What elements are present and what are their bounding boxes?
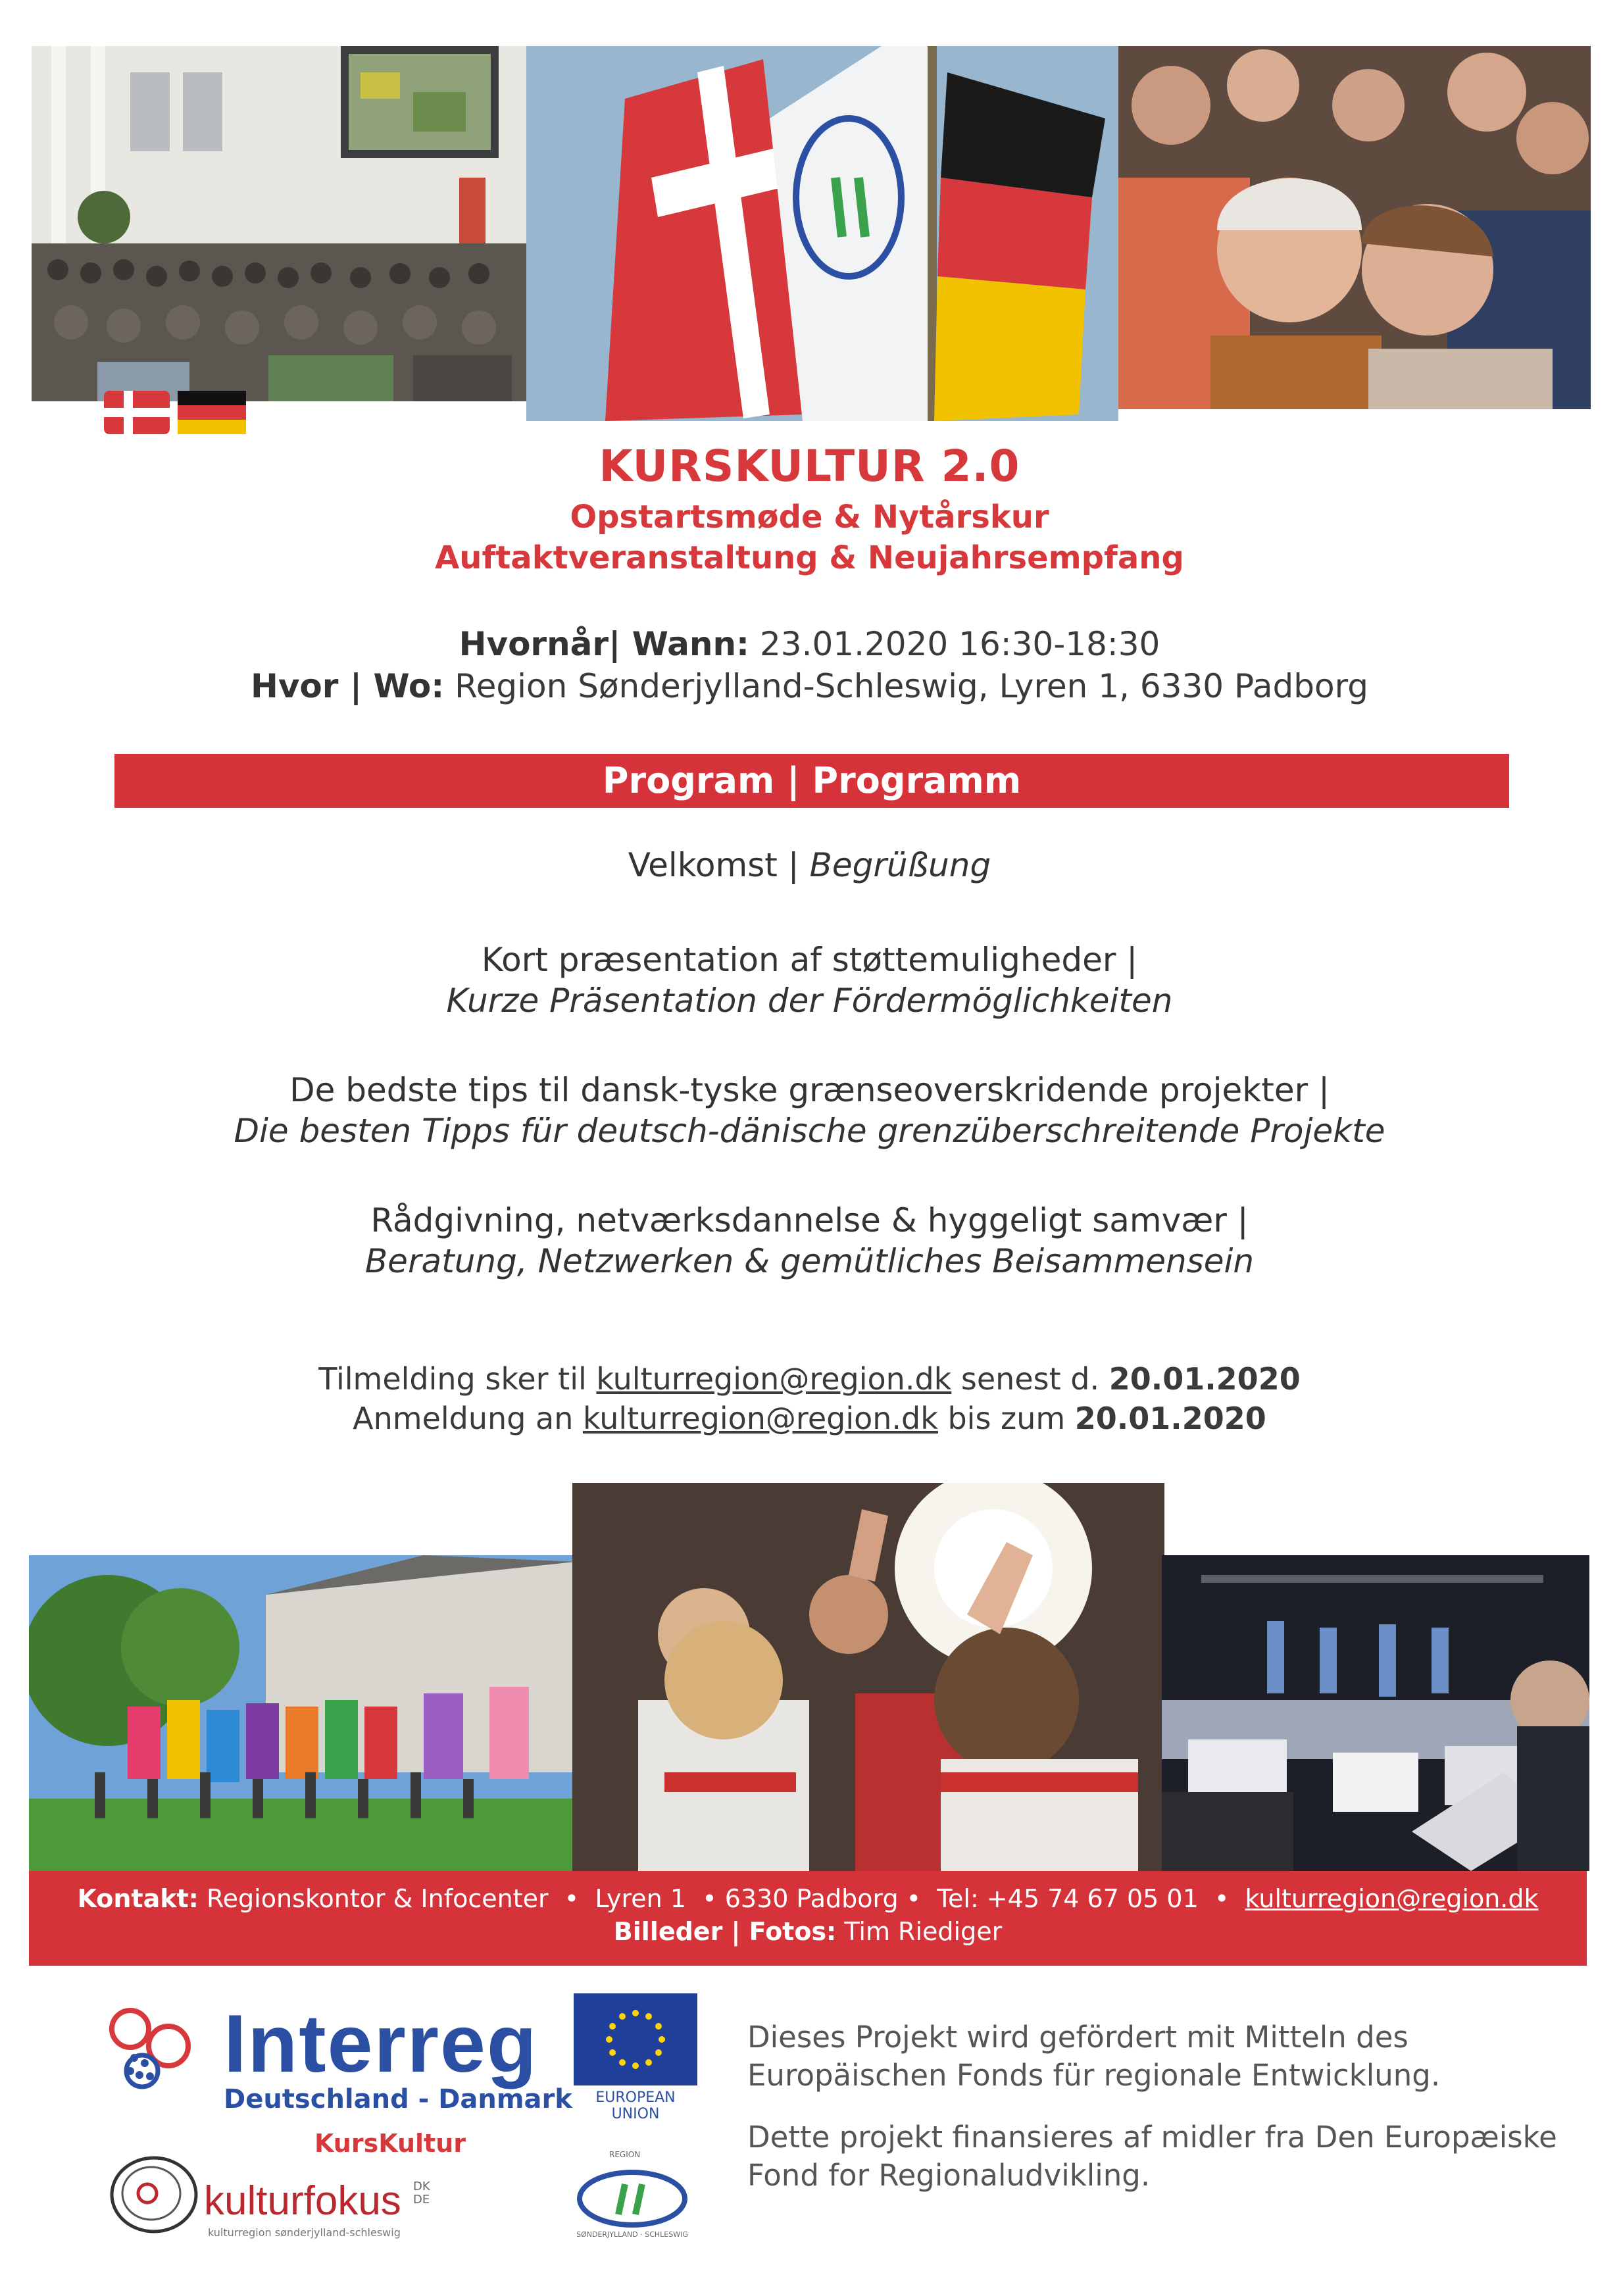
program-item-de: Beratung, Netzwerken & gemütliches Beisammensein (364, 1242, 1255, 1280)
photo-dancing-girls (572, 1483, 1164, 1871)
photo-credit (29, 1917, 1587, 1946)
contact-office: Regionskontor & Infocenter (206, 1884, 549, 1913)
region-seal-top: REGION (609, 2150, 641, 2159)
program-item (0, 939, 1619, 1021)
contact-bar (29, 1871, 1587, 1966)
when-label: Hvornår| Wann: (459, 625, 750, 663)
where-label: Hvor | Wo: (250, 667, 445, 705)
interreg-circles-icon (105, 2003, 197, 2095)
flag-denmark-icon (104, 391, 170, 434)
kulturfokus-tld-dk: DK (413, 2180, 430, 2193)
flag-germany-icon (178, 391, 246, 434)
program-item-de: Kurze Präsentation der Fördermöglichkeiten (446, 982, 1173, 1020)
program-item-de: Die besten Tipps für deutsch-dänische grenzüberschreitende Projekte (234, 1112, 1385, 1150)
photo-credit-label: Billeder | Fotos: (613, 1917, 837, 1946)
bullet-separator: • (564, 1884, 580, 1913)
eu-label: EUROPEAN UNION (595, 2089, 676, 2122)
kulturfokus-tld (413, 2180, 430, 2207)
bullet-separator: • (1214, 1884, 1230, 1913)
registration-deadline: 20.01.2020 (1108, 1361, 1301, 1397)
kurskultur-label: KursKultur (314, 2129, 466, 2158)
registration-email-link[interactable]: kulturregion@region.dk (582, 1401, 938, 1436)
program-item (0, 1070, 1619, 1151)
photo-stage-concert (1162, 1555, 1589, 1871)
photo-conference-hall (32, 46, 526, 401)
registration-de-mid: bis zum (947, 1401, 1066, 1436)
event-when (0, 625, 1619, 663)
registration-da-prefix: Tilmelding sker til (318, 1361, 587, 1397)
kulturfokus-tld-de: DE (413, 2193, 430, 2207)
program-item (0, 845, 1619, 886)
event-where (0, 667, 1619, 705)
program-item-da: Rådgivning, netværksdannelse & hyggeligt samvær | (370, 1201, 1249, 1239)
registration-german (0, 1399, 1619, 1438)
contact-email-link[interactable]: kulturregion@region.dk (1245, 1884, 1539, 1913)
bullet-separator: • (906, 1884, 922, 1913)
page-title: KURSKULTUR 2.0 (599, 441, 1020, 491)
kulturfokus-subtitle: kulturregion sønderjylland-schleswig (208, 2226, 401, 2239)
where-value: Region Sønderjylland-Schleswig, Lyren 1, 6330 Padborg (455, 667, 1369, 705)
funding-text-german: Dieses Projekt wird gefördert mit Mitteln des Europäischen Fonds für regionale Entwicklung. (747, 2020, 1441, 2093)
program-item-de: Begrüßung (809, 846, 991, 884)
contact-street: Lyren 1 (595, 1884, 687, 1913)
program-item-da: De bedste tips til dansk-tyske grænseoverskridende projekter | (289, 1071, 1330, 1109)
program-heading-bar (114, 754, 1509, 808)
subtitle-german: Auftaktveranstaltung & Neujahrsempfang (435, 539, 1184, 576)
contact-label: Kontakt: (77, 1884, 199, 1913)
contact-line (29, 1884, 1587, 1913)
contact-phone: Tel: +45 74 67 05 01 (937, 1884, 1199, 1913)
contact-city: 6330 Padborg (724, 1884, 899, 1913)
registration-danish (0, 1359, 1619, 1399)
subtitle-danish: Opstartsmøde & Nytårskur (570, 499, 1049, 536)
photo-flags (526, 46, 1118, 421)
interreg-logo-subtitle: Deutschland - Danmark (224, 2084, 572, 2114)
eu-flag-icon (574, 1993, 697, 2085)
interreg-logo-text: Interreg (224, 1999, 538, 2089)
region-seal-icon (563, 2150, 701, 2242)
bullet-separator: • (702, 1884, 717, 1913)
photo-audience (1118, 46, 1591, 409)
program-item (0, 1200, 1619, 1282)
registration-email-link[interactable]: kulturregion@region.dk (596, 1361, 952, 1397)
kulturfokus-logo-text: kulturfokus (204, 2178, 401, 2224)
region-seal-bottom: SØNDERJYLLAND · SCHLESWIG (576, 2230, 688, 2239)
funding-text-danish: Dette projekt finansieres af midler fra Den Europæiske Fond for Regionaludvikling. (747, 2120, 1557, 2193)
kulturfokus-swirl-icon (105, 2151, 204, 2237)
registration-da-mid: senest d. (960, 1361, 1100, 1397)
when-value: 23.01.2020 16:30-18:30 (759, 625, 1160, 663)
photo-outdoor-kids (29, 1555, 575, 1871)
program-item-da: Velkomst | (628, 846, 799, 884)
photo-credit-name: Tim Riediger (844, 1917, 1003, 1946)
program-heading: Program | Programm (602, 760, 1022, 801)
registration-de-prefix: Anmeldung an (353, 1401, 574, 1436)
registration-deadline: 20.01.2020 (1074, 1401, 1266, 1436)
program-item-da: Kort præsentation af støttemuligheder | (481, 941, 1138, 979)
